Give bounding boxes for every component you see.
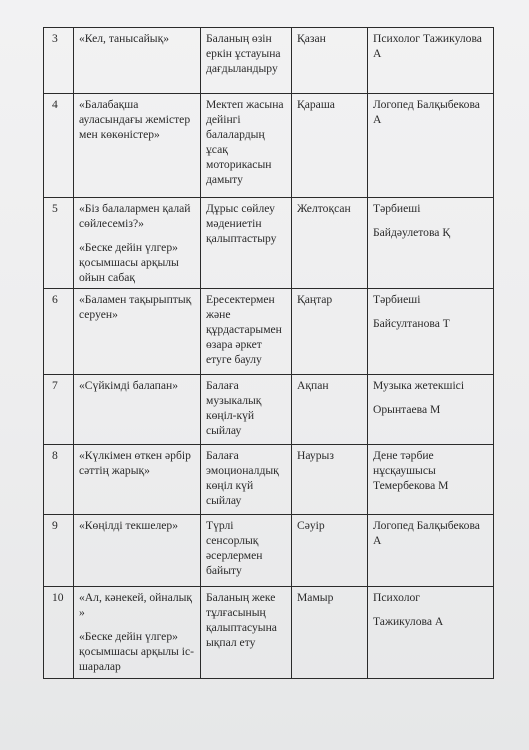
row-number: 5: [44, 198, 74, 289]
event-title: «Күлкімен өткен әрбір сәттің жарық»: [79, 449, 191, 477]
table-row: [44, 587, 494, 679]
event-subtitle: «Беске дейін үлгер» қосымшасы арқылы ойын сабақ: [79, 241, 179, 284]
responsible-cell: [368, 94, 494, 198]
row-number: 6: [44, 289, 74, 375]
responsible-role: Музыка жетекшісі: [373, 379, 465, 392]
event-title-cell: [74, 198, 201, 289]
event-title-cell: [74, 445, 201, 515]
row-number: 10: [44, 587, 74, 679]
responsible-cell: [368, 289, 494, 375]
month-cell: Наурыз: [292, 445, 368, 515]
row-number: 7: [44, 375, 74, 445]
row-number: 3: [44, 28, 74, 94]
event-title-cell: [74, 375, 201, 445]
month-cell: Қаңтар: [292, 289, 368, 375]
responsible-role: Тәрбиеші: [373, 202, 421, 215]
responsible-cell: [368, 515, 494, 587]
responsible-name: Тажикулова А: [373, 615, 444, 628]
responsible-text: Логопед Балқыбекова А: [373, 98, 480, 126]
responsible-cell: [368, 445, 494, 515]
month-cell: Ақпан: [292, 375, 368, 445]
responsible-role: Психолог: [373, 591, 421, 604]
table-row: [44, 515, 494, 587]
event-subtitle: «Беске дейін үлгер» қосымшасы арқылы іс-шаралар: [79, 630, 194, 673]
event-title-cell: [74, 515, 201, 587]
responsible-text: Логопед Балқыбекова А: [373, 519, 480, 547]
responsible-name: Байдәулетова Қ: [373, 226, 451, 239]
row-number: 4: [44, 94, 74, 198]
responsible-cell: [368, 28, 494, 94]
event-title-cell: [74, 587, 201, 679]
event-title-cell: [74, 94, 201, 198]
event-title: «Ал, кәнекей, ойналық »: [79, 591, 193, 619]
responsible-name: Байсултанова Т: [373, 317, 450, 330]
goal-cell: Баланың өзін еркін ұстауына дағдыландыру: [201, 28, 292, 94]
event-title: «Көңілді текшелер»: [79, 519, 178, 532]
responsible-name: Орынтаева М: [373, 403, 441, 416]
table-row: [44, 289, 494, 375]
month-cell: Желтоқсан: [292, 198, 368, 289]
table-row: [44, 198, 494, 289]
goal-cell: Дұрыс сөйлеу мәдениетін қалыптастыру: [201, 198, 292, 289]
event-title: «Балабақша ауласындағы жемістер мен көкөністер»: [79, 98, 191, 141]
event-plan-table: [43, 27, 494, 679]
goal-cell: Балаға музыкалық көңіл-күй сыйлау: [201, 375, 292, 445]
responsible-text: Дене тәрбие нұсқаушысы Темербекова М: [373, 449, 449, 492]
month-cell: Қараша: [292, 94, 368, 198]
table-row: [44, 445, 494, 515]
responsible-text: Психолог Тажикулова А: [373, 32, 482, 60]
table-row: [44, 28, 494, 94]
goal-cell: Ересектермен және құрдастарымен өзара әркет етуге баулу: [201, 289, 292, 375]
row-number: 9: [44, 515, 74, 587]
table-row: [44, 94, 494, 198]
responsible-cell: [368, 587, 494, 679]
goal-cell: Мектеп жасына дейінгі балалардың ұсақ моторикасын дамыту: [201, 94, 292, 198]
table-row: [44, 375, 494, 445]
responsible-cell: [368, 375, 494, 445]
event-title-cell: [74, 28, 201, 94]
goal-cell: Баланың жеке тұлғасының қалыптасуына ықпал ету: [201, 587, 292, 679]
event-title-cell: [74, 289, 201, 375]
goal-cell: Балаға эмоционалдық көңіл күй сыйлау: [201, 445, 292, 515]
row-number: 8: [44, 445, 74, 515]
event-title: «Баламен тақырыптық серуен»: [79, 293, 192, 321]
event-title: «Сүйкімді балапан»: [79, 379, 179, 392]
month-cell: Сәуір: [292, 515, 368, 587]
responsible-role: Тәрбиеші: [373, 293, 421, 306]
event-title: «Біз балалармен қалай сөйлесеміз?»: [79, 202, 191, 230]
responsible-cell: [368, 198, 494, 289]
month-cell: Мамыр: [292, 587, 368, 679]
goal-cell: Түрлі сенсорлық әсерлермен байыту: [201, 515, 292, 587]
event-title: «Кел, танысайық»: [79, 32, 170, 45]
month-cell: Қазан: [292, 28, 368, 94]
